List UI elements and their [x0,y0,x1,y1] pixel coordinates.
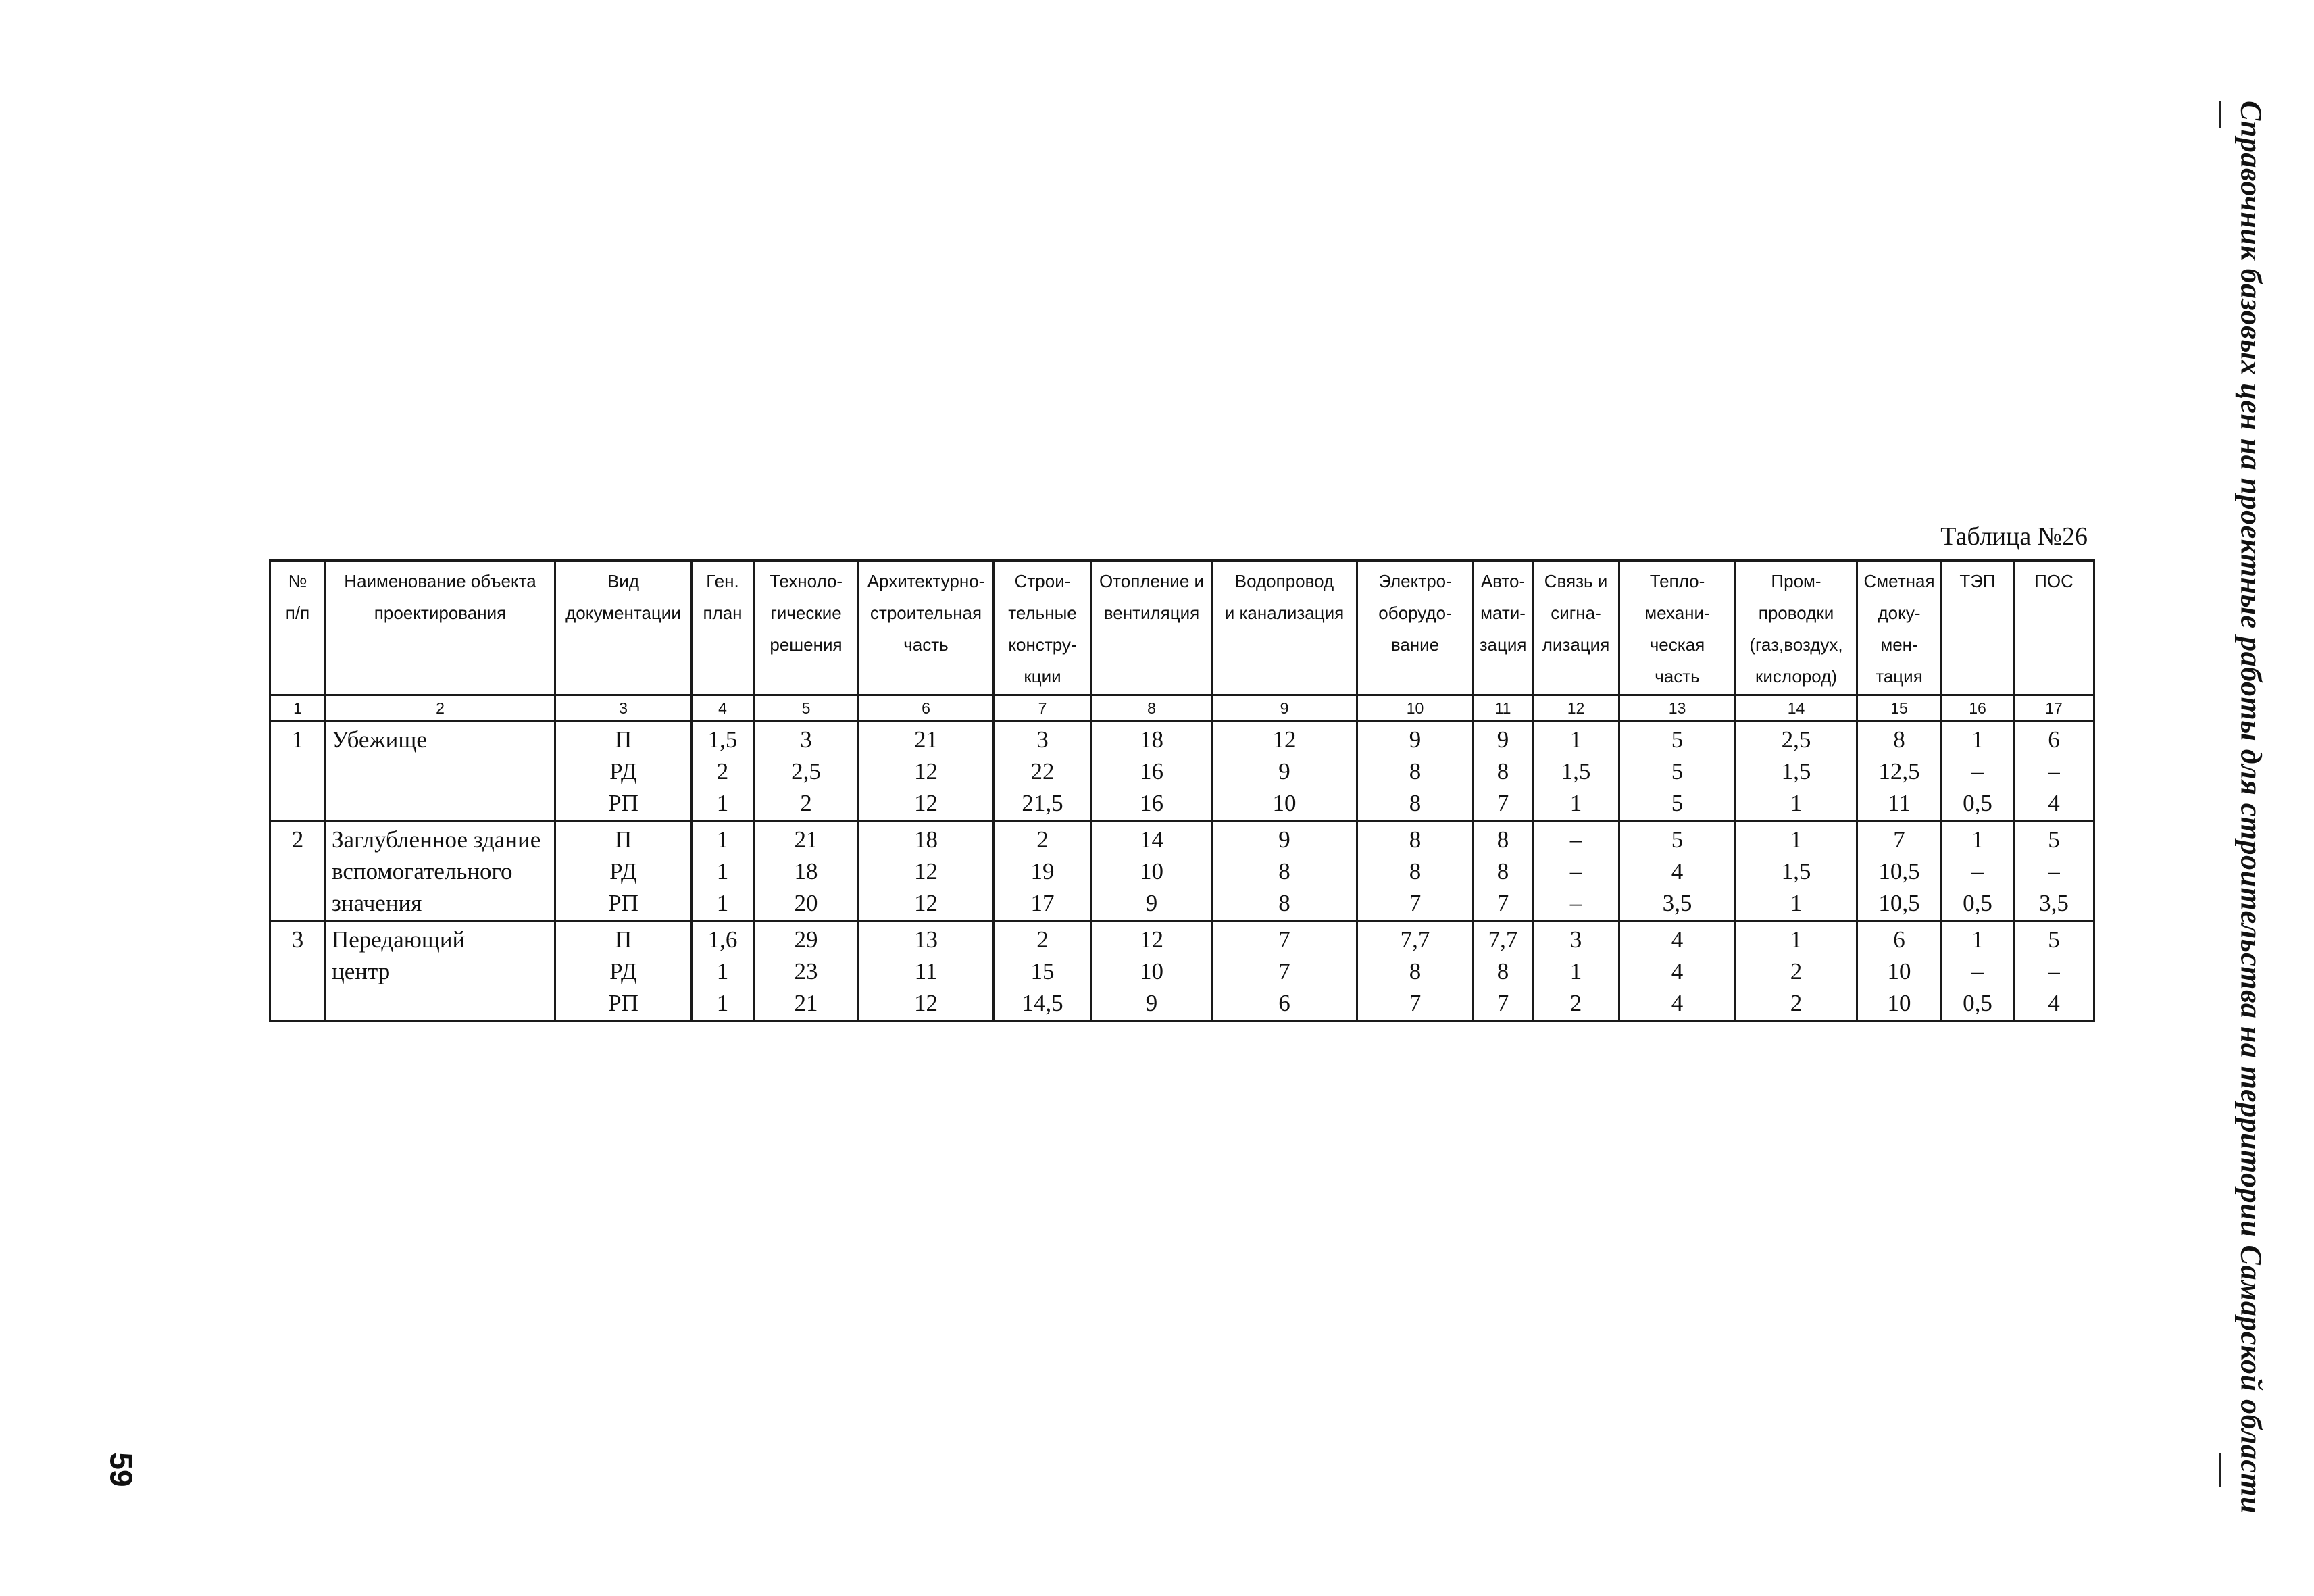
cell-value: 19 [1030,858,1055,884]
cell-value: 6 [1893,926,1905,953]
column-header-line: план [703,603,743,623]
cell-value: 10 [1140,958,1163,984]
cell-value: – [2048,758,2060,784]
cell-value: 8 [1409,790,1422,816]
column-header-line: Ген. [706,571,739,591]
column-header-line: мен- [1880,634,1918,655]
column-header-line: констру- [1008,634,1077,655]
cell-value: 2 [1036,826,1049,853]
cell-value: 1 [716,790,729,816]
cell-value: 10,5 [1878,858,1920,884]
doc-type [555,822,692,922]
column-number: 12 [1533,695,1619,722]
value-cell [1474,822,1533,922]
cell-value: РП [608,990,638,1016]
cell-value: 7 [1496,890,1509,916]
cell-value: РП [608,890,638,916]
column-header-line: Отопление и [1099,571,1205,591]
value-cell [1357,822,1474,922]
column-number: 9 [1212,695,1357,722]
column-header-line: тельные [1008,603,1077,623]
cell-value: 5 [1671,758,1684,784]
value-cell [1619,722,1736,822]
value-cell [692,722,754,822]
cell-value: 3 [1569,926,1582,953]
column-header [692,561,754,695]
column-number: 6 [859,695,994,722]
value-cell [1474,922,1533,1022]
value-cell [1533,922,1619,1022]
cell-value: 14,5 [1022,990,1063,1016]
column-number: 10 [1357,695,1474,722]
cell-value: 12 [914,858,938,884]
cell-value: 0,5 [1963,990,1992,1016]
value-cell [1857,722,1942,822]
object-name [326,722,555,822]
cell-value: Убежище [332,726,427,753]
cell-value: П [614,826,632,853]
value-cell [859,822,994,922]
cell-value: 8 [1278,890,1290,916]
value-cell [1619,822,1736,922]
value-cell [1092,922,1212,1022]
cell-value: 23 [794,958,818,984]
cell-value: 10 [1887,958,1911,984]
value-cell [1942,722,2014,822]
cell-value: 2 [1790,958,1803,984]
column-number: 16 [1942,695,2014,722]
cell-value: центр [332,958,391,984]
cell-value: 8 [1409,858,1422,884]
cell-value: 4 [1671,858,1684,884]
column-header-line: оборудо- [1378,603,1452,623]
cell-value: вспомогательного [332,858,513,884]
cell-value: 10 [1887,990,1911,1016]
cell-value: 8 [1278,858,1290,884]
cell-value: 7 [1409,890,1422,916]
side-rule-bottom [2219,1453,2221,1487]
cell-value: 1 [1790,926,1803,953]
cell-value: 7 [1496,790,1509,816]
cell-value: 7 [1893,826,1905,853]
value-cell [692,822,754,922]
cell-value: 6 [1278,990,1290,1016]
value-cell [1533,822,1619,922]
cell-value: 2 [1790,990,1803,1016]
column-header-line: Сметная [1863,571,1935,591]
value-cell [1212,722,1357,822]
cell-value: 12 [914,890,938,916]
column-header-line: Авто- [1480,571,1526,591]
column-header [1357,561,1474,695]
cell-value: 0,5 [1963,790,1992,816]
cell-value: 18 [914,826,938,853]
column-header [1092,561,1212,695]
cell-value: 8 [1496,958,1509,984]
cell-value: 22 [1030,758,1055,784]
cell-value: 7,7 [1400,926,1430,953]
column-header [270,561,326,695]
column-header-line: механи- [1644,603,1710,623]
cell-value: 8 [1496,758,1509,784]
cell-value: – [2048,858,2060,884]
column-header-line: Техноло- [769,571,843,591]
cell-value: – [1569,890,1582,916]
cell-value: 1 [1971,826,1984,853]
cell-value: 1 [1569,726,1582,753]
value-cell [1357,722,1474,822]
value-cell [1212,822,1357,922]
column-header-line: Водопровод [1234,571,1334,591]
cell-value: 5 [2048,926,2060,953]
cell-value: 8 [1409,758,1422,784]
cell-value: 16 [1140,758,1163,784]
column-header-line: ПОС [2034,571,2073,591]
cell-value: 7 [1409,990,1422,1016]
column-header-line: лизация [1542,634,1610,655]
column-number: 4 [692,695,754,722]
column-header [326,561,555,695]
price-table [269,559,2095,1022]
column-number: 3 [555,695,692,722]
cell-value: 1 [716,890,729,916]
cell-value: 29 [794,926,818,953]
cell-value: 1,5 [1781,858,1811,884]
table-row [270,722,2094,822]
cell-value: 2 [1569,990,1582,1016]
cell-value: 18 [1140,726,1163,753]
cell-value: 5 [1671,726,1684,753]
value-cell [1474,722,1533,822]
page-number [101,1439,142,1500]
value-cell [1736,922,1857,1022]
object-name [326,822,555,922]
cell-value: 7 [1278,958,1290,984]
cell-value: 17 [1030,890,1055,916]
column-header [1533,561,1619,695]
cell-value: РП [608,790,638,816]
cell-value: 8 [1893,726,1905,753]
column-header [2014,561,2094,695]
cell-value: 12 [914,758,938,784]
table-header [270,561,2094,722]
cell-value: 2,5 [791,758,821,784]
cell-value: 16 [1140,790,1163,816]
column-header-line: Электро- [1378,571,1452,591]
column-header-line: строительная [870,603,982,623]
column-header-line: документации [565,603,681,623]
cell-value: – [1971,858,1984,884]
column-header [1619,561,1736,695]
cell-value: 1 [1569,958,1582,984]
cell-value: 10 [1272,790,1297,816]
cell-value: 8 [1496,826,1509,853]
cell-value: 2 [716,758,729,784]
value-cell [754,922,859,1022]
column-header-line: Тепло- [1649,571,1705,591]
cell-value: 21 [794,826,818,853]
column-header-line: тация [1876,666,1923,687]
cell-value: 9 [1145,990,1158,1016]
column-number: 2 [326,695,555,722]
cell-value: 12,5 [1878,758,1920,784]
cell-value: 4 [2048,790,2060,816]
column-header-line: (газ,воздух, [1749,634,1843,655]
cell-value: 18 [794,858,818,884]
column-header [859,561,994,695]
cell-value: 1 [1790,790,1803,816]
cell-value: РД [609,758,637,784]
table-row [270,822,2094,922]
column-header [1942,561,2014,695]
column-header-line: Вид [607,571,640,591]
column-header-line: проводки [1758,603,1834,623]
column-header-line: вентиляция [1103,603,1200,623]
cell-value: Заглубленное здание [332,826,541,853]
column-number: 13 [1619,695,1736,722]
cell-value: 8 [1409,958,1422,984]
value-cell [754,722,859,822]
value-cell [1212,922,1357,1022]
column-header-line: гические [770,603,842,623]
row-number: 2 [270,822,326,922]
cell-value: 7,7 [1488,926,1518,953]
cell-value: 1 [1971,926,1984,953]
column-header [1736,561,1857,695]
cell-value: Передающий [332,926,466,953]
cell-value: 1 [716,826,729,853]
cell-value: 9 [1496,726,1509,753]
column-header-line: часть [903,634,949,655]
cell-value: 0,5 [1963,890,1992,916]
column-header-line: и канализация [1224,603,1344,623]
column-number: 11 [1474,695,1533,722]
cell-value: 2 [800,790,812,816]
cell-value: 21 [914,726,938,753]
cell-value: 1 [716,958,729,984]
cell-value: 5 [1671,826,1684,853]
table-caption: Таблица №26 [1940,522,2088,551]
row-number: 1 [270,722,326,822]
cell-value: 3,5 [1662,890,1692,916]
value-cell [1619,922,1736,1022]
cell-value: РД [609,858,637,884]
column-header-line: проектирования [374,603,507,623]
cell-value: 3 [1036,726,1049,753]
page-number-text: 59 [103,1452,139,1487]
column-header [1212,561,1357,695]
cell-value: 1 [1790,890,1803,916]
cell-value: 8 [1409,826,1422,853]
cell-value: – [1971,958,1984,984]
value-cell [1533,722,1619,822]
table-body [270,722,2094,1022]
column-header-line: кислород) [1755,666,1837,687]
cell-value: П [614,726,632,753]
column-number: 5 [754,695,859,722]
cell-value: П [614,926,632,953]
column-header-line: вание [1390,634,1440,655]
cell-value: 14 [1140,826,1163,853]
value-cell [859,922,994,1022]
cell-value: 9 [1278,758,1290,784]
value-cell [2014,722,2094,822]
cell-value: 5 [2048,826,2060,853]
value-cell [1092,722,1212,822]
cell-value: 1 [1790,826,1803,853]
value-cell [1357,922,1474,1022]
cell-value: 7 [1278,926,1290,953]
cell-value: 1,5 [1781,758,1811,784]
cell-value: 1 [716,990,729,1016]
column-header [555,561,692,695]
cell-value: 3 [800,726,812,753]
column-header-line: ческая [1649,634,1705,655]
cell-value: – [1569,826,1582,853]
value-cell [1736,822,1857,922]
doc-type [555,922,692,1022]
cell-value: 20 [794,890,818,916]
cell-value: 9 [1409,726,1422,753]
cell-value: 12 [914,990,938,1016]
value-cell [2014,822,2094,922]
row-number: 3 [270,922,326,1022]
cell-value: 4 [2048,990,2060,1016]
value-cell [994,722,1092,822]
cell-value: 5 [1671,790,1684,816]
column-header [1474,561,1533,695]
column-number: 1 [270,695,326,722]
column-header [1857,561,1942,695]
value-cell [1092,822,1212,922]
cell-value: – [1971,758,1984,784]
cell-value: 1,6 [707,926,738,953]
cell-value: 4 [1671,990,1684,1016]
cell-value: 2 [1036,926,1049,953]
column-header-line: решения [770,634,842,655]
header-row [270,561,2094,695]
column-header-line: зация [1479,634,1527,655]
column-header [754,561,859,695]
cell-value: 12 [1140,926,1163,953]
column-header-line: Строи- [1014,571,1071,591]
cell-value: 1,5 [707,726,738,753]
table-row [270,922,2094,1022]
cell-value: 4 [1671,926,1684,953]
value-cell [859,722,994,822]
side-running-title [2234,101,2268,1514]
cell-value: 21,5 [1022,790,1063,816]
column-header-line: Наименование объекта [344,571,536,591]
cell-value: 6 [2048,726,2060,753]
cell-value: 4 [1671,958,1684,984]
column-number: 17 [2014,695,2094,722]
cell-value: 15 [1030,958,1055,984]
value-cell [1942,822,2014,922]
column-number: 14 [1736,695,1857,722]
value-cell [1857,922,1942,1022]
cell-value: 9 [1278,826,1290,853]
column-header-line: сигна- [1551,603,1601,623]
cell-value: 13 [914,926,938,953]
column-header-line: ТЭП [1959,571,1996,591]
cell-value: 12 [914,790,938,816]
value-cell [692,922,754,1022]
cell-value: 11 [1888,790,1911,816]
doc-type [555,722,692,822]
column-header-line: Связь и [1544,571,1608,591]
cell-value: 10 [1140,858,1163,884]
column-header-line: п/п [285,603,310,623]
cell-value: 21 [794,990,818,1016]
cell-value: 9 [1145,890,1158,916]
column-header-line: часть [1655,666,1700,687]
cell-value: – [1569,858,1582,884]
side-rule-top [2219,101,2221,128]
column-header-line: Архитектурно- [867,571,985,591]
column-number-row [270,695,2094,722]
cell-value: значения [332,890,422,916]
column-header-line: Пром- [1771,571,1821,591]
cell-value: 11 [914,958,938,984]
column-number: 15 [1857,695,1942,722]
cell-value: 1 [716,858,729,884]
value-cell [1857,822,1942,922]
column-number: 8 [1092,695,1212,722]
column-header [994,561,1092,695]
value-cell [2014,922,2094,1022]
cell-value: 3,5 [2039,890,2069,916]
value-cell [1942,922,2014,1022]
column-header-line: доку- [1878,603,1921,623]
side-title-text: Справочник базовых цен на проектные работы для строительства на территории Самарской области [2234,101,2268,1514]
column-header-line: мати- [1480,603,1526,623]
cell-value: 10,5 [1878,890,1920,916]
cell-value: 7 [1496,990,1509,1016]
value-cell [994,822,1092,922]
cell-value: 1 [1971,726,1984,753]
column-number: 7 [994,695,1092,722]
cell-value: – [2048,958,2060,984]
object-name [326,922,555,1022]
value-cell [994,922,1092,1022]
value-cell [1736,722,1857,822]
cell-value: РД [609,958,637,984]
cell-value: 1,5 [1561,758,1591,784]
cell-value: 12 [1272,726,1297,753]
column-header-line: кции [1024,666,1061,687]
cell-value: 1 [1569,790,1582,816]
column-header-line: № [288,571,307,591]
cell-value: 8 [1496,858,1509,884]
cell-value: 2,5 [1781,726,1811,753]
value-cell [754,822,859,922]
